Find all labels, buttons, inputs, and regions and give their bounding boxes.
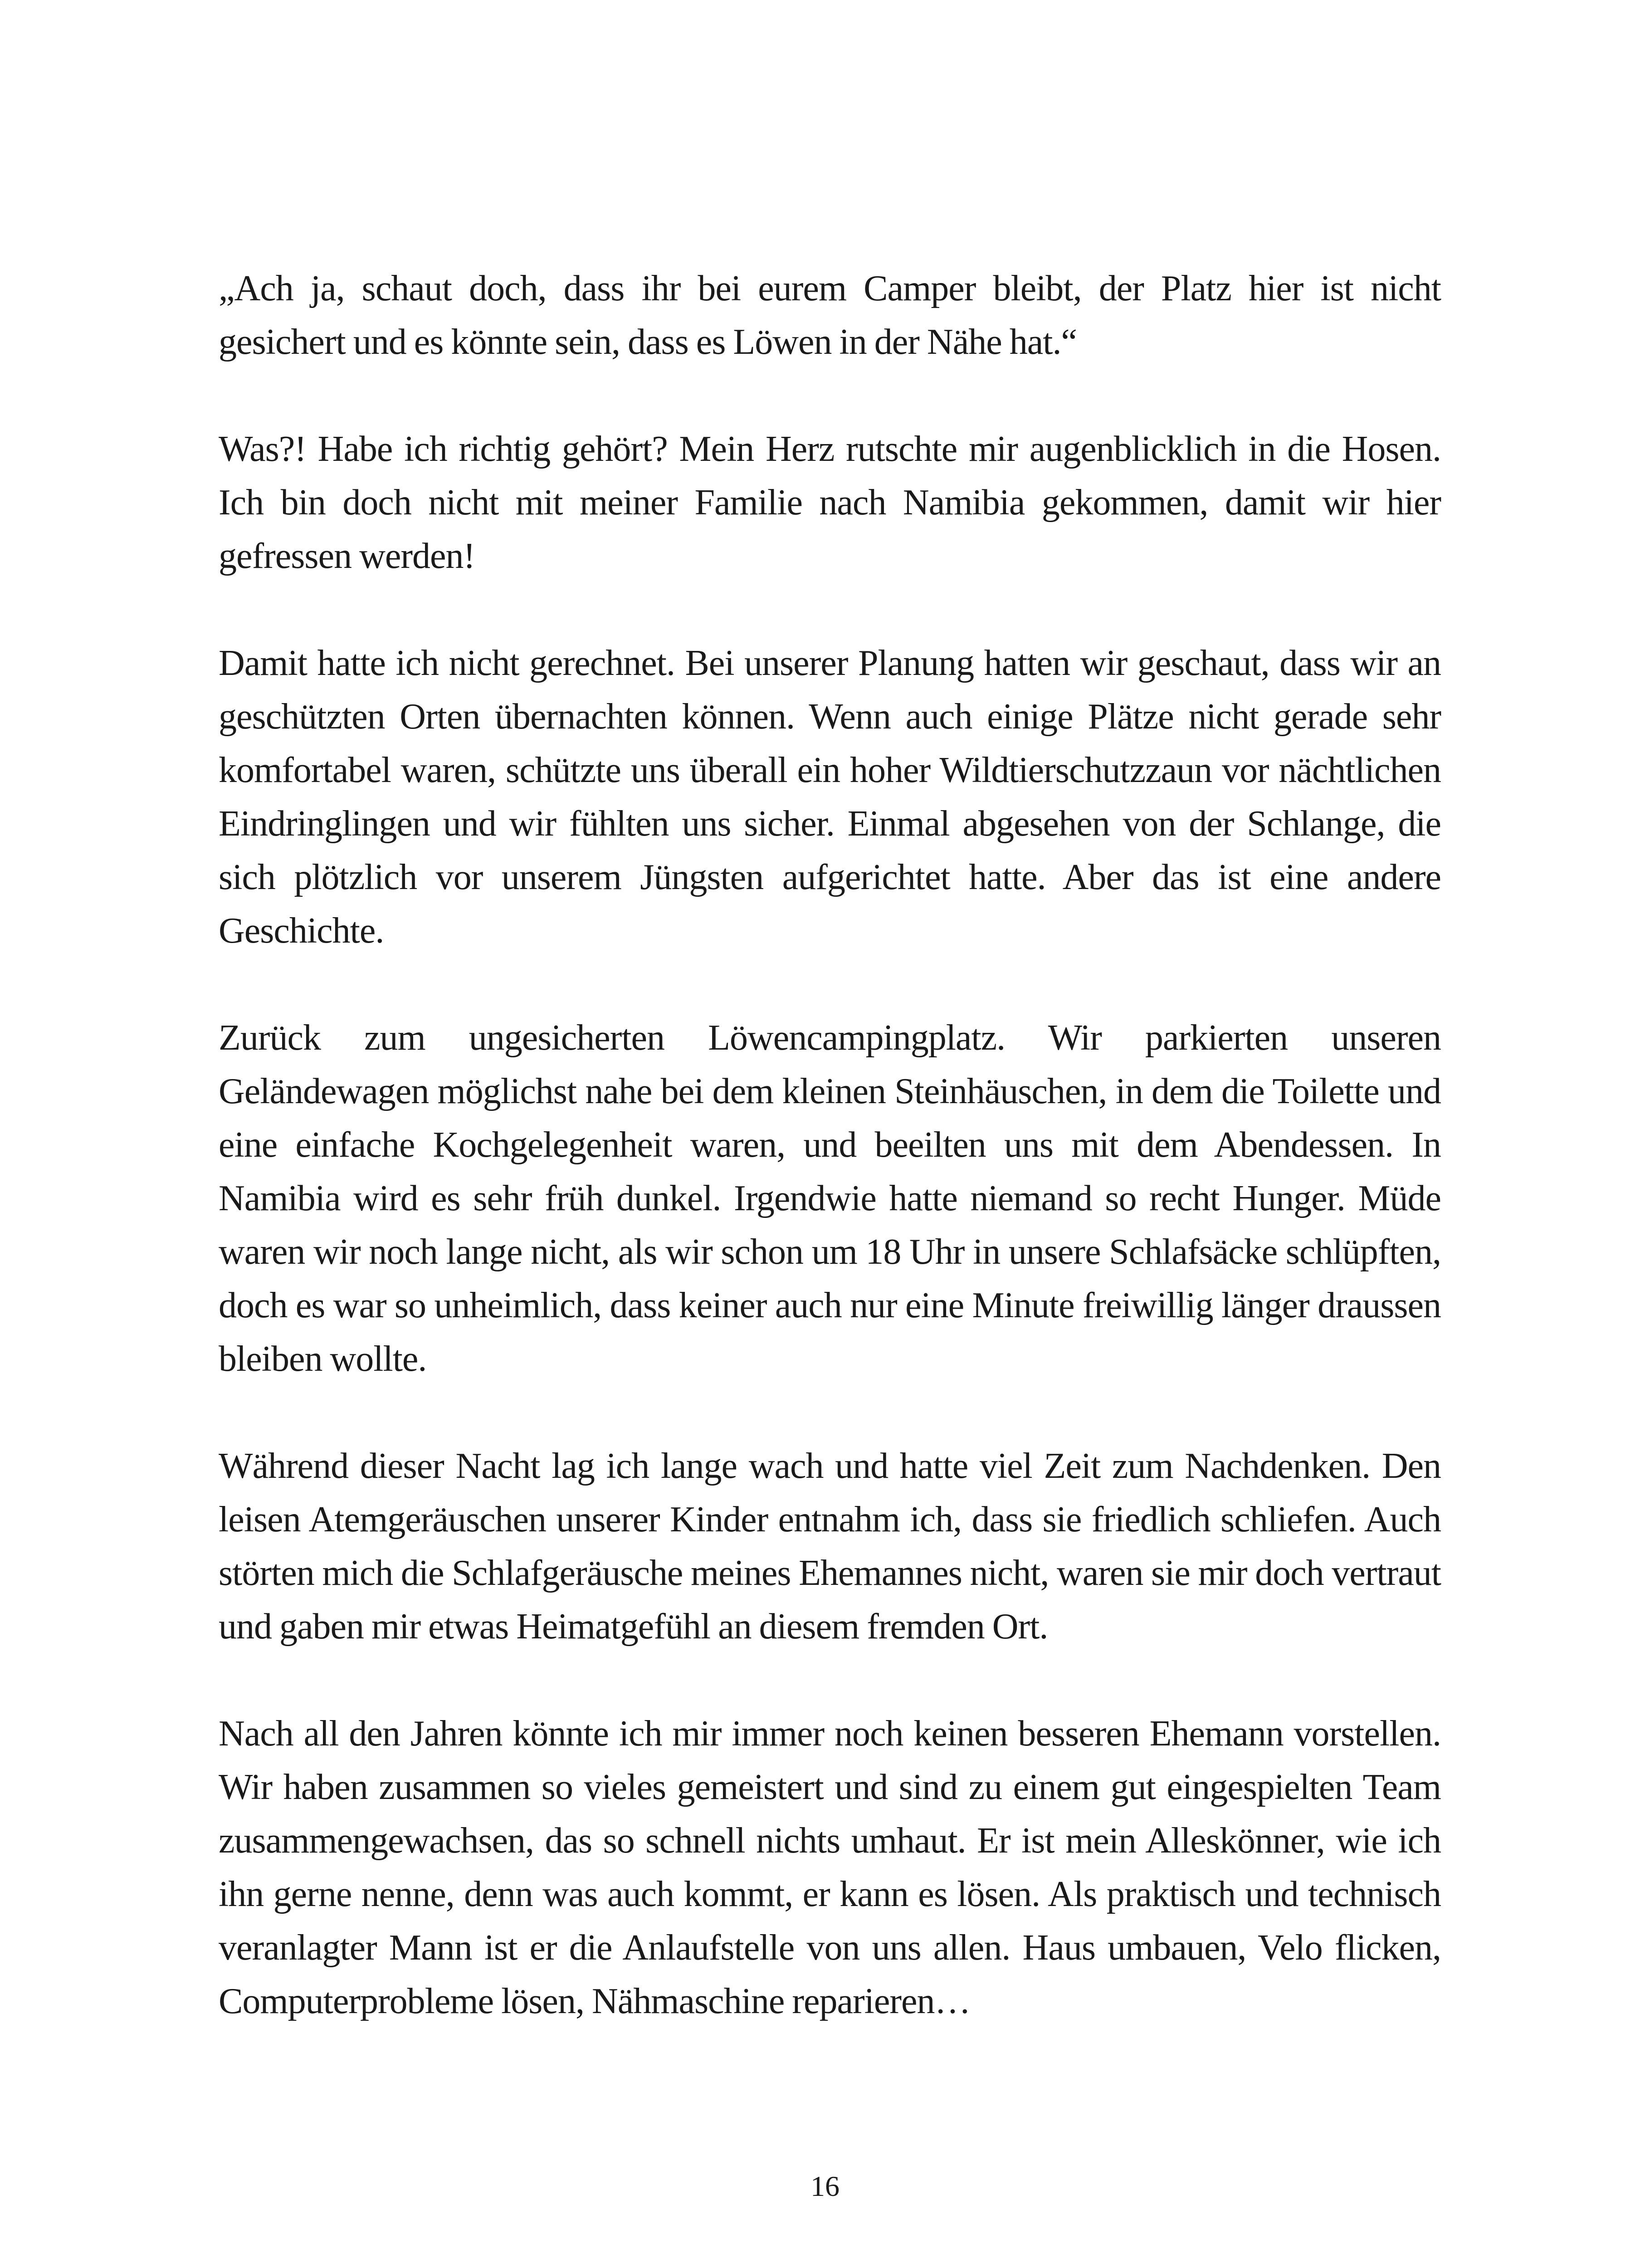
body-text: [219, 262, 1441, 2028]
paragraph-2: Was?! Habe ich richtig gehört? Mein Herz rutschte mir augenblicklich in die Hosen. Ich bin doch nicht mit meiner Familie nach Namibia gekommen, damit wir hier gefressen werden!: [219, 429, 1441, 576]
paragraph-1: „Ach ja, schaut doch, dass ihr bei eurem Camper bleibt, der Platz hier ist nicht gesichert und es könnte sein, dass es Löwen in der Nähe hat.“: [219, 269, 1441, 362]
paragraph-5: Während dieser Nacht lag ich lange wach und hatte viel Zeit zum Nachdenken. Den leisen Atemgeräuschen unserer Kinder entnahm ich, dass sie friedlich schliefen. Auch störten mich die Schlafgeräusche meines Ehemannes nicht, waren sie mir doch vertraut und gaben mir etwas Heimatgefühl an diesem fremden Ort.: [219, 1446, 1441, 1647]
paragraph-6: Nach all den Jahren könnte ich mir immer noch keinen besseren Ehemann vorstellen. Wir haben zusammen so vieles gemeistert und sind zu einem gut eingespielten Team zusammengewachsen, das so schnell nichts umhaut. Er ist mein Alleskönner, wie ich ihn gerne nenne, denn was auch kommt, er kann es lösen. Als praktisch und technisch veranlagter Mann ist er die Anlaufstelle von uns allen. Haus umbauen, Velo flicken, Computerprobleme lösen, Nähmaschine reparieren…: [219, 1714, 1441, 2021]
page-number: 16: [810, 2170, 840, 2202]
paragraph-4: Zurück zum ungesicherten Löwencampingplatz. Wir parkierten unseren Geländewagen möglichst nahe bei dem kleinen Steinhäuschen, in dem die Toilette und eine einfache Kochgelegenheit waren, und beeilten uns mit dem Abendessen. In Namibia wird es sehr früh dunkel. Irgendwie hatte niemand so recht Hunger. Müde waren wir noch lange nicht, als wir schon um 18 Uhr in unsere Schlafsäcke schlüpften, doch es war so unheimlich, dass keiner auch nur eine Minute freiwillig länger draussen bleiben wollte.: [219, 1018, 1441, 1379]
paragraph-3: Damit hatte ich nicht gerechnet. Bei unserer Planung hatten wir geschaut, dass wir an geschützten Orten übernachten können. Wenn auch einige Plätze nicht gerade sehr komfortabel waren, schützte uns überall ein hoher Wildtierschutzzaun vor nächtlichen Eindringlingen und wir fühlten uns sicher. Einmal abgesehen von der Schlange, die sich plötzlich vor unserem Jüngsten aufgerichtet hatte. Aber das ist eine andere Geschichte.: [219, 643, 1441, 951]
